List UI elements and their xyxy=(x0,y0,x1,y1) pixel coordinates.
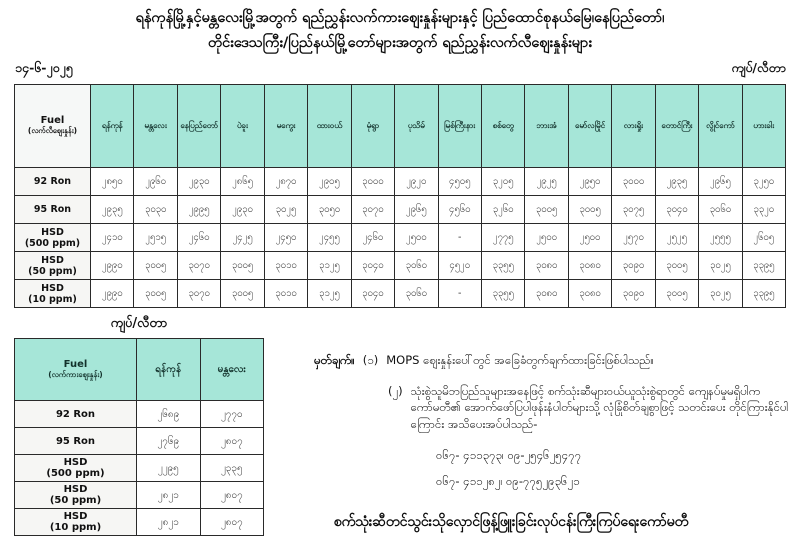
price-cell: ၃၀၂၅ xyxy=(699,280,742,308)
page-title-line1: ရန်ကုန်မြို့နှင့်မန္တလေးမြို့အတွက် ရည်ညွှန်းလက်ကားဈေးနှုန်းများနှင့် ပြည်ထောင်စုနယ်မြေ၊နေပြည်တော်၊ xyxy=(135,10,665,26)
price-cell: ၃၁၂၅ xyxy=(308,280,351,308)
price-cell: ၃၀၂၅ xyxy=(264,196,307,224)
table-row xyxy=(15,428,264,455)
hotline-phone-1: ၀၆၇- ၄၁၁၃၇၃၊ ၀၉-၂၅၄၆၂၅၄၇၇ xyxy=(436,447,582,462)
table-row xyxy=(15,168,786,196)
wholesale-table xyxy=(14,338,264,536)
fuel-label-cell xyxy=(15,482,137,509)
fuel-sublabel: (10 ppm) xyxy=(28,293,77,305)
city-column-header: ထားဝယ် xyxy=(308,85,351,168)
price-cell: ၂၅၀၀ xyxy=(395,224,438,252)
table-row xyxy=(15,401,264,428)
table-row xyxy=(15,280,786,308)
fuel-label-cell xyxy=(15,280,91,308)
unit-label-top: ကျပ်/လီတာ xyxy=(731,60,786,75)
price-cell: ၃၃၉၅ xyxy=(742,252,785,280)
price-cell: ၂၉၃၅ xyxy=(91,196,134,224)
price-cell: ၂၄၁၀ xyxy=(91,224,134,252)
price-cell: ၃၂၅၀ xyxy=(742,168,785,196)
fuel-header-text: Fuel xyxy=(40,115,65,126)
fuel-label: HSD xyxy=(63,511,88,522)
fuel-header-subtext: (လက်ကားဈေးနှုန်း) xyxy=(48,369,103,379)
page-title-line2: တိုင်းဒေသကြီး/ပြည်နယ်မြို့တော်များအတွက် ရည်ညွှန်းလက်လီဈေးနှုန်းများ xyxy=(207,35,593,52)
price-cell: ၃၀၀၅ xyxy=(655,280,698,308)
price-cell: ၂၅၀၀ xyxy=(568,224,611,252)
city-column-header: မန္တလေး xyxy=(200,339,264,401)
table-row xyxy=(15,482,264,509)
fuel-label: HSD xyxy=(41,226,64,238)
price-cell: ၂၆၀၅ xyxy=(742,224,785,252)
price-cell: ၂၈၅၀ xyxy=(91,168,134,196)
hotline-phone-2: ၀၆၇- ၄၁၁၂၈၂၊ ၀၉-၇၇၅၂၉၃၆၂၁ xyxy=(436,474,580,489)
price-cell: ၃၃၅၅ xyxy=(481,280,524,308)
price-cell: ၂၃၃၅ xyxy=(200,455,264,482)
price-cell: ၃၀၀၀ xyxy=(612,168,655,196)
note-2-number: (၂) xyxy=(388,383,403,398)
price-cell: ၂၉၀၅ xyxy=(308,168,351,196)
city-column-header: ပဲခူး xyxy=(221,85,264,168)
price-cell: ၂၉၃၀ xyxy=(221,196,264,224)
city-column-header: လွိုင်ကော် xyxy=(699,85,742,168)
price-cell: ၃၀၈၀ xyxy=(568,280,611,308)
city-column-header: မကွေး xyxy=(264,85,307,168)
price-cell: ၂၅၁၅ xyxy=(134,224,177,252)
price-cell: ၃၀၅၀ xyxy=(308,196,351,224)
fuel-header-subtext: (လက်လီဈေးနှုန်း) xyxy=(27,126,78,135)
price-cell: ၃၀၀၀ xyxy=(351,168,394,196)
price-cell: ၃၀၉၀ xyxy=(612,252,655,280)
city-column-header: လားရှိုး xyxy=(612,85,655,168)
price-cell: ၂၈၀၇ xyxy=(200,509,264,536)
price-cell: ၂၉၉၅ xyxy=(177,196,220,224)
price-cell: ၂၉၆၀ xyxy=(134,168,177,196)
price-cell: ၂၈၂၁ xyxy=(137,482,201,509)
price-cell: ၂၉၆၅ xyxy=(699,168,742,196)
price-cell: ၂၉၉၀ xyxy=(91,280,134,308)
city-column-header: ရန်ကုန် xyxy=(137,339,201,401)
fuel-sublabel: (500 ppm) xyxy=(46,468,105,479)
note-2-text: သုံးစွဲသူမိဘပြည်သူများအနေဖြင့် စက်သုံးဆီများဝယ်ယူသုံးစွဲရာတွင် ကျေနပ်မှုမရှိပါက ကော်မတီ၏ အောက်ဖော်ပြပါဖုန်းနံပါတ်များသို့ လုံခြုံစိတ်ချစွာဖြင့် သတင်းပေး တိုင်ကြားနိုင်ပါကြောင်း အသိပေးအပ်ပါသည်- xyxy=(410,383,789,432)
price-cell: ၃၀၈၀ xyxy=(525,252,568,280)
price-cell: ၂၉၉၀ xyxy=(91,252,134,280)
price-cell: ၂၉၅၀ xyxy=(568,168,611,196)
price-cell: ၂၅၂၅ xyxy=(655,224,698,252)
price-cell: ၃၀၂၅ xyxy=(699,252,742,280)
price-cell: ၂၄၅၅ xyxy=(308,224,351,252)
note-item-2 xyxy=(388,383,792,433)
price-cell: ၃၀၇၀ xyxy=(351,196,394,224)
price-cell: ၃၀၄၀ xyxy=(351,280,394,308)
price-cell: ၂၄၂၅ xyxy=(221,224,264,252)
price-cell: - xyxy=(438,280,481,308)
fuel-label: HSD xyxy=(63,484,88,495)
price-cell: ၂၉၆၅ xyxy=(395,196,438,224)
price-cell: ၃၀၆၀ xyxy=(395,280,438,308)
price-cell: ၃၀၈၀ xyxy=(525,280,568,308)
retail-table xyxy=(14,84,786,308)
fuel-sublabel: (50 ppm) xyxy=(28,265,77,277)
price-cell: ၃၃၂၀ xyxy=(742,196,785,224)
fuel-label-cell xyxy=(15,401,137,428)
price-cell: ၂၈၆၅ xyxy=(221,168,264,196)
price-cell: ၂၇၇၅ xyxy=(481,224,524,252)
fuel-column-header xyxy=(15,85,91,168)
price-cell: ၃၃၉၅ xyxy=(742,280,785,308)
price-cell: ၂၈၀၇ xyxy=(200,428,264,455)
note-1-text: MOPS ဈေးနှုန်းပေါ်တွင် အခြေခံတွက်ချက်ထားခြင်းဖြစ်ပါသည်။ xyxy=(386,353,654,367)
price-cell: ၂၅၀၀ xyxy=(525,224,568,252)
price-cell: ၃၀၁၀ xyxy=(264,252,307,280)
price-cell: ၃၀၃၀ xyxy=(134,196,177,224)
committee-name-footer: စက်သုံးဆီတင်သွင်းသိုလှောင်ဖြန့်ဖြူးခြင်းလုပ်ငန်းကြီးကြပ်ရေးကော်မတီ xyxy=(333,514,689,530)
note-item-1 xyxy=(314,352,792,369)
page-title xyxy=(0,6,800,57)
wholesale-price-table xyxy=(14,338,264,536)
date-label: ၁၄-၆-၂၀၂၅ xyxy=(15,60,73,75)
price-cell: ၃၀၆၀ xyxy=(699,196,742,224)
fuel-sublabel: (10 ppm) xyxy=(49,522,102,533)
price-cell: ၃၀၀၅ xyxy=(221,280,264,308)
price-cell: ၃၀၇၀ xyxy=(177,280,220,308)
city-column-header: ပုသိမ် xyxy=(395,85,438,168)
price-cell: ၃၀၀၅ xyxy=(525,196,568,224)
price-cell: ၂၄၆၀ xyxy=(177,224,220,252)
price-cell: ၂၂၉၅ xyxy=(137,455,201,482)
price-cell: ၂၅၅၅ xyxy=(699,224,742,252)
price-cell: ၂၄၅၀ xyxy=(264,224,307,252)
city-column-header: ဟားခါး xyxy=(742,85,785,168)
price-cell: ၃၀၈၀ xyxy=(568,252,611,280)
city-column-header: မန္တလေး xyxy=(134,85,177,168)
fuel-label: HSD xyxy=(41,254,64,266)
unit-label-small: ကျပ်/လီတာ xyxy=(110,316,168,331)
price-cell: ၃၀၁၀ xyxy=(264,280,307,308)
price-cell: ၂၆၈၉ xyxy=(137,401,201,428)
price-cell: ၄၅၆၀ xyxy=(438,196,481,224)
price-cell: ၃၀၀၅ xyxy=(655,252,698,280)
price-cell: ၂၉၂၅ xyxy=(525,168,568,196)
price-cell: ၃၀၀၅ xyxy=(134,280,177,308)
price-cell: ၃၀၆၀ xyxy=(395,252,438,280)
price-cell: ၂၇၇၀ xyxy=(200,401,264,428)
fuel-label-cell xyxy=(15,168,91,196)
note-1-number: (၁) xyxy=(362,353,379,367)
fuel-column-header xyxy=(15,339,137,401)
city-column-header: ဘားအံ xyxy=(525,85,568,168)
city-column-header: မြစ်ကြီးနား xyxy=(438,85,481,168)
table-row xyxy=(15,509,264,536)
price-cell: ၃၂၆၀ xyxy=(481,196,524,224)
price-cell: ၂၉၂၀ xyxy=(395,168,438,196)
price-cell: ၃၀၄၀ xyxy=(351,252,394,280)
retail-price-table xyxy=(14,84,786,308)
price-cell: ၂၇၆၉ xyxy=(137,428,201,455)
retail-table-body xyxy=(15,85,786,308)
table-row xyxy=(15,455,264,482)
fuel-label: 92 Ron xyxy=(33,176,72,187)
fuel-label: HSD xyxy=(41,282,64,294)
table-row xyxy=(15,196,786,224)
price-cell: ၂၄၆၀ xyxy=(351,224,394,252)
price-cell: ၄၅၂၀ xyxy=(438,252,481,280)
price-cell: ၄၅၀၅ xyxy=(438,168,481,196)
price-cell: ၃၀၉၀ xyxy=(612,280,655,308)
price-cell: ၃၀၇၅ xyxy=(612,196,655,224)
price-cell: ၃၂၀၅ xyxy=(481,168,524,196)
header-row xyxy=(15,85,786,168)
table-row xyxy=(15,224,786,252)
price-cell: ၂၈၂၁ xyxy=(137,509,201,536)
fuel-label-cell xyxy=(15,224,91,252)
fuel-label: HSD xyxy=(63,457,88,468)
notes-block xyxy=(314,352,792,500)
fuel-label-cell xyxy=(15,455,137,482)
price-cell: ၂၅၇၀ xyxy=(612,224,655,252)
fuel-label: 95 Ron xyxy=(55,435,96,447)
fuel-label: 92 Ron xyxy=(55,408,96,420)
price-cell: ၃၀၄၀ xyxy=(655,196,698,224)
table-row xyxy=(15,252,786,280)
fuel-label-cell xyxy=(15,196,91,224)
price-cell: ၂၈၇၀ xyxy=(264,168,307,196)
fuel-sublabel: (500 ppm) xyxy=(24,237,81,249)
wholesale-table-body xyxy=(15,339,264,536)
city-column-header: တောင်ကြီး xyxy=(655,85,698,168)
city-column-header: မော်လမြိုင် xyxy=(568,85,611,168)
fuel-header-text: Fuel xyxy=(63,358,88,370)
price-cell: ၂၉၃၀ xyxy=(177,168,220,196)
price-cell: ၃၀၀၅ xyxy=(134,252,177,280)
fuel-sublabel: (50 ppm) xyxy=(49,495,102,506)
price-cell: ၃၀၇၀ xyxy=(177,252,220,280)
price-cell: ၃၀၀၅ xyxy=(221,252,264,280)
header-row xyxy=(15,339,264,401)
city-column-header: နေပြည်တော် xyxy=(177,85,220,168)
fuel-label: 95 Ron xyxy=(33,204,72,215)
price-cell: ၂၈၀၇ xyxy=(200,482,264,509)
price-cell: ၃၁၂၅ xyxy=(308,252,351,280)
price-cell: - xyxy=(438,224,481,252)
fuel-label-cell xyxy=(15,509,137,536)
price-cell: ၃၀၀၅ xyxy=(568,196,611,224)
price-cell: ၃၃၅၅ xyxy=(481,252,524,280)
city-column-header: ရန်ကုန် xyxy=(91,85,134,168)
price-cell: ၂၉၃၅ xyxy=(655,168,698,196)
fuel-label-cell xyxy=(15,428,137,455)
city-column-header: မုံရွာ xyxy=(351,85,394,168)
city-column-header: စစ်တွေ xyxy=(481,85,524,168)
fuel-label-cell xyxy=(15,252,91,280)
notes-label: မှတ်ချက်။ xyxy=(314,353,355,367)
